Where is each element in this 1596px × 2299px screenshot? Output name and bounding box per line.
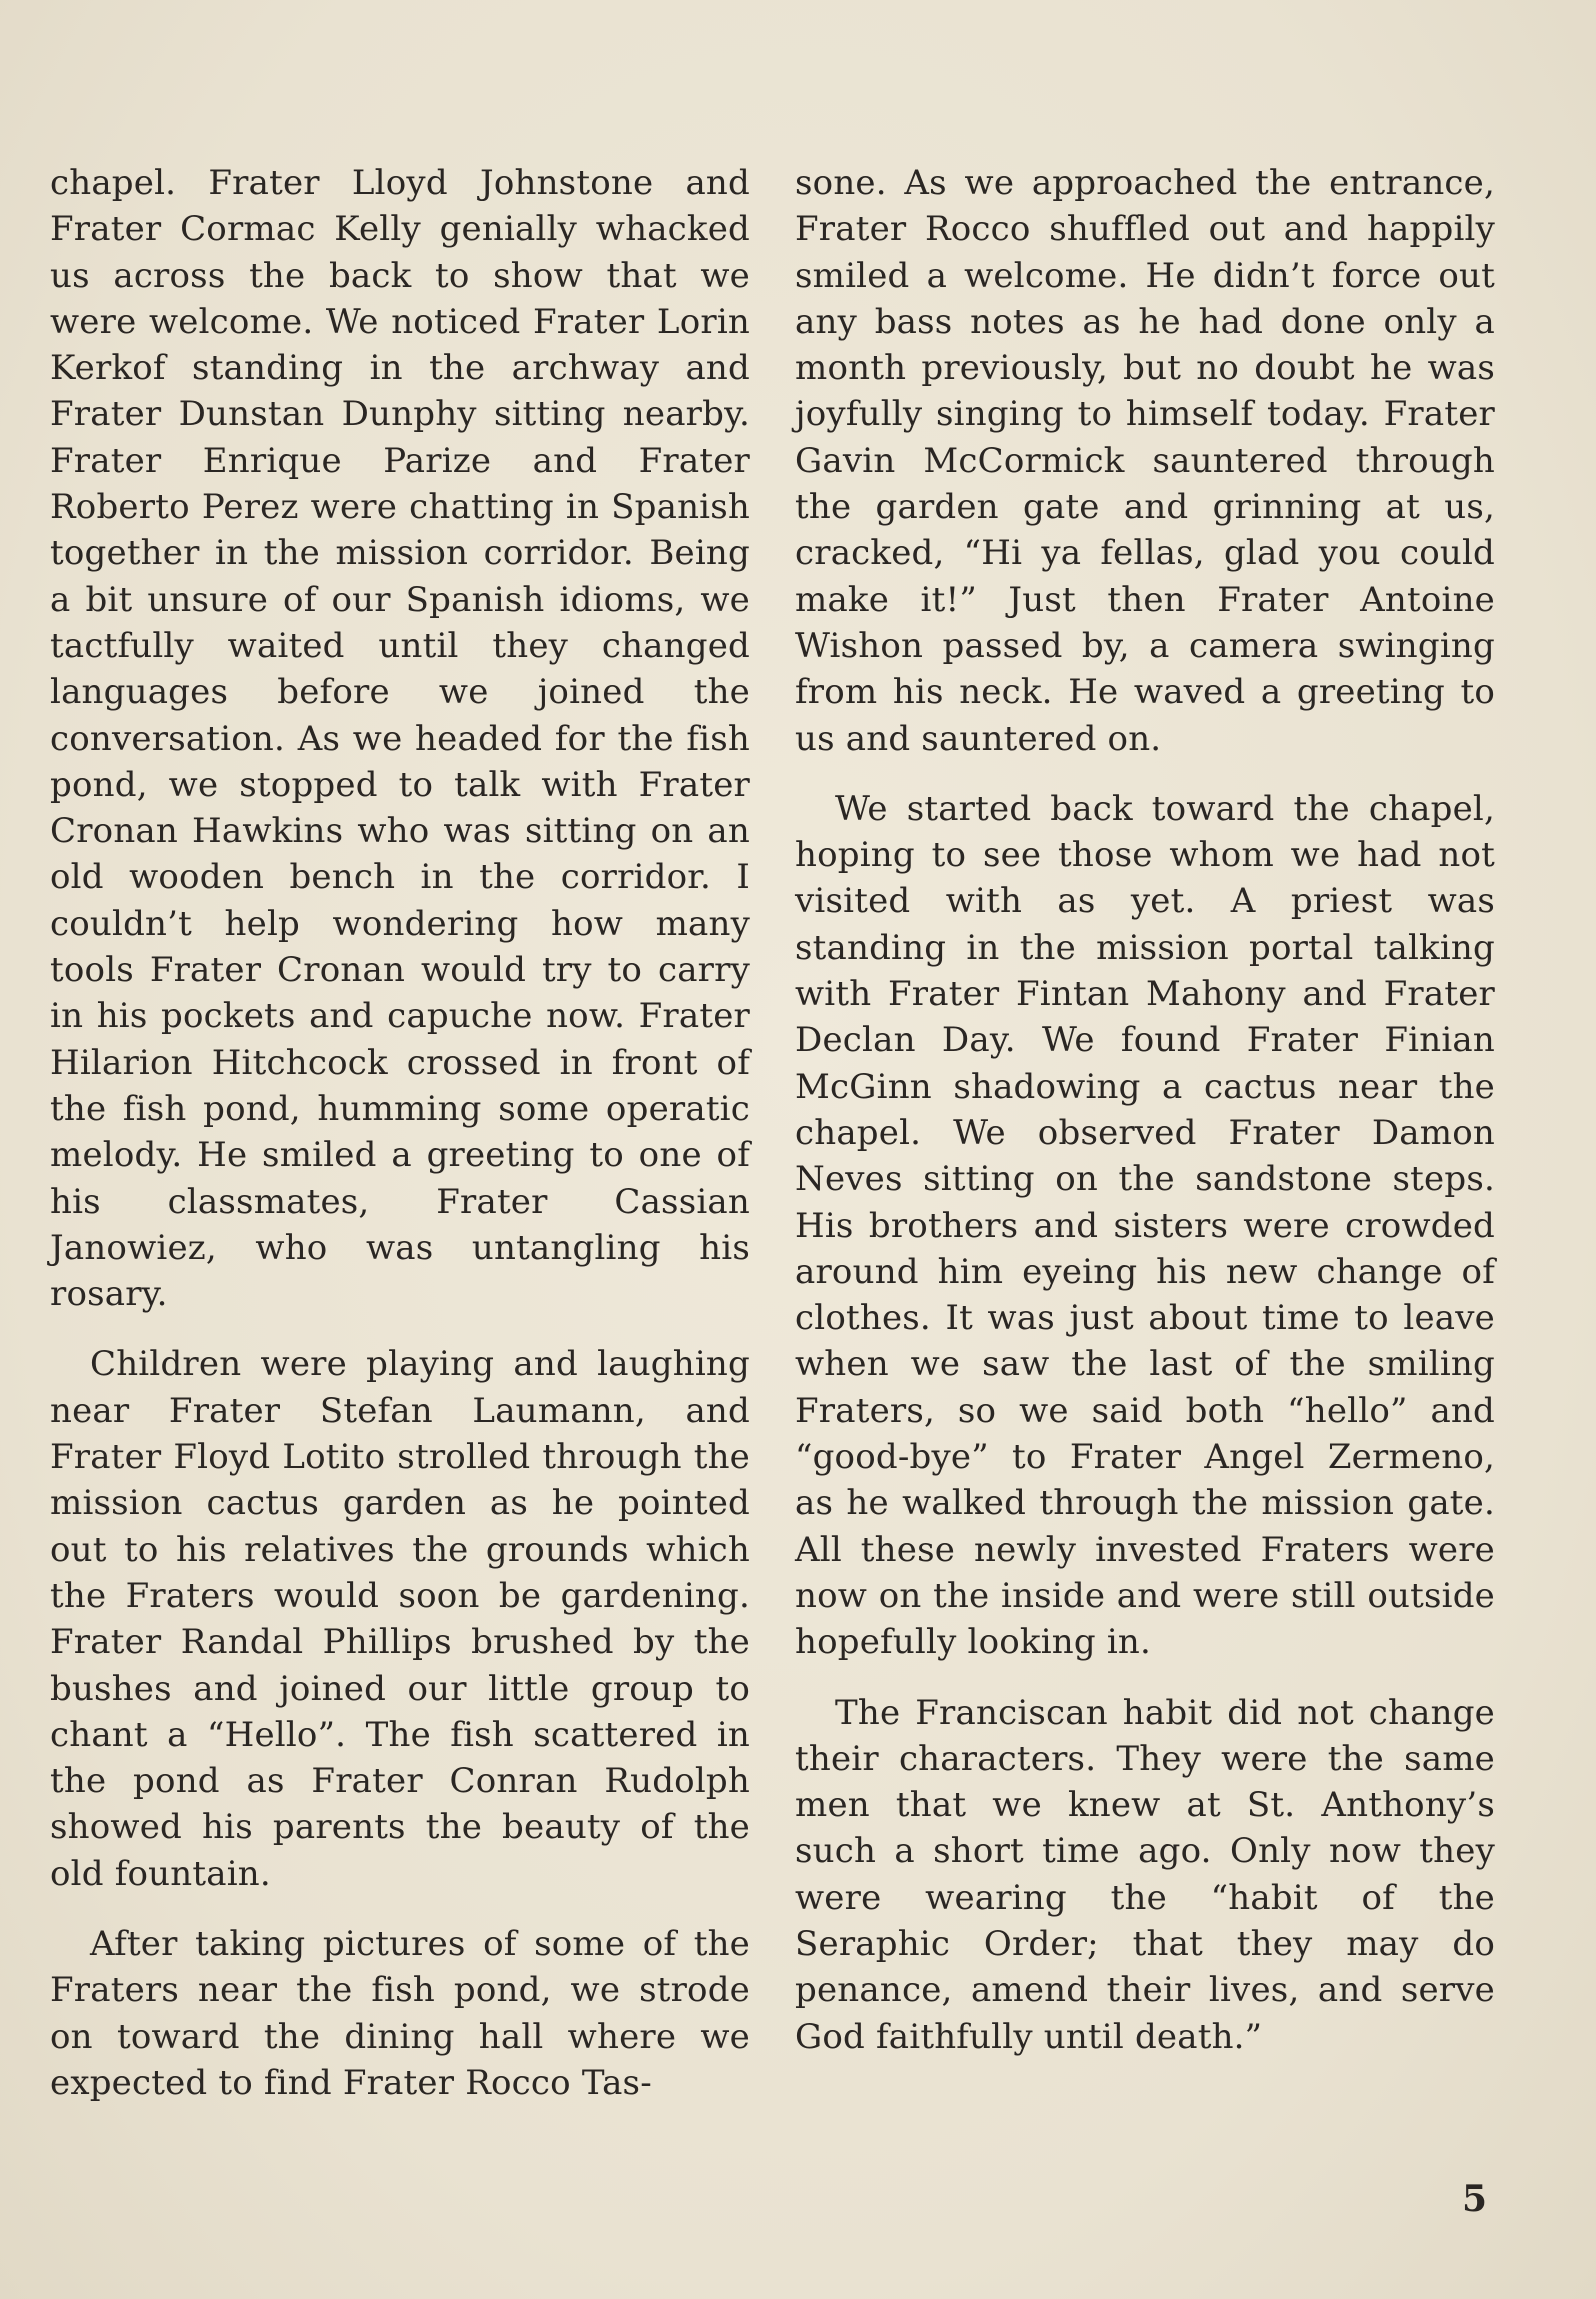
left-paragraph-3: After taking pictures of some of the Fraters near the fish pond, we strode on toward the dining hall where we expected to find Frater Rocco Tas- xyxy=(50,1923,750,2103)
left-column xyxy=(50,160,750,2106)
left-paragraph-1: chapel. Frater Lloyd Johnstone and Frater Cormac Kelly genially whacked us across the back to show that we were welcome. We noticed Frater Lorin Kerkof standing in the archway and Frater Dunstan Dunphy sitting nearby. Frater Enrique Parize and Frater Roberto Perez were chatting in Spanish together in the mission corridor. Being a bit unsure of our Spanish idioms, we tactfully waited until they changed languages before we joined the conversation. As we headed for the fish pond, we stopped to talk with Frater Cronan Hawkins who was sitting on an old wooden bench in the corridor. I couldn’t help wondering how many tools Frater Cronan would try to carry in his pockets and capuche now. Frater Hilarion Hitchcock crossed in front of the fish pond, humming some operatic melody. He smiled a greeting to one of his classmates, Frater Cassian Janowiez, who was untangling his rosary. xyxy=(50,163,750,1315)
right-column xyxy=(795,160,1495,2060)
right-paragraph-3: The Franciscan habit did not change their characters. They were the same men that we knew at St. Anthony’s such a short time ago. Only now they were wearing the “habit of the Seraphic Order; that they may do penance, amend their lives, and serve God faithfully until death.” xyxy=(795,1692,1495,2057)
right-paragraph-1: sone. As we approached the entrance, Frater Rocco shuffled out and happily smiled a welcome. He didn’t force out any bass notes as he had done only a month previously, but no doubt he was joyfully singing to himself today. Frater Gavin McCormick sauntered through the garden gate and grinning at us, cracked, “Hi ya fellas, glad you could make it!” Just then Frater Antoine Wishon passed by, a camera swinging from his neck. He waved a greeting to us and sauntered on. xyxy=(795,163,1495,759)
right-paragraph-2: We started back toward the chapel, hoping to see those whom we had not visited with as yet. A priest was standing in the mission portal talking with Frater Fintan Mahony and Frater Declan Day. We found Frater Finian McGinn shadowing a cactus near the chapel. We observed Frater Damon Neves sitting on the sandstone steps. His brothers and sisters were crowded around him eyeing his new change of clothes. It was just about time to leave when we saw the last of the smiling Fraters, so we said both “hello” and “good-bye” to Frater Angel Zermeno, as he walked through the mission gate. All these newly invested Fraters were now on the inside and were still outside hopefully looking in. xyxy=(795,788,1495,1663)
page-number: 5 xyxy=(1462,2178,1488,2220)
left-paragraph-2: Children were playing and laughing near Frater Stefan Laumann, and Frater Floyd Lotito strolled through the mission cactus garden as he pointed out to his relatives the grounds which the Fraters would soon be gardening. Frater Randal Phillips brushed by the bushes and joined our little group to chant a “Hello”. The fish scattered in the pond as Frater Conran Rudolph showed his parents the beauty of the old fountain. xyxy=(50,1344,750,1894)
